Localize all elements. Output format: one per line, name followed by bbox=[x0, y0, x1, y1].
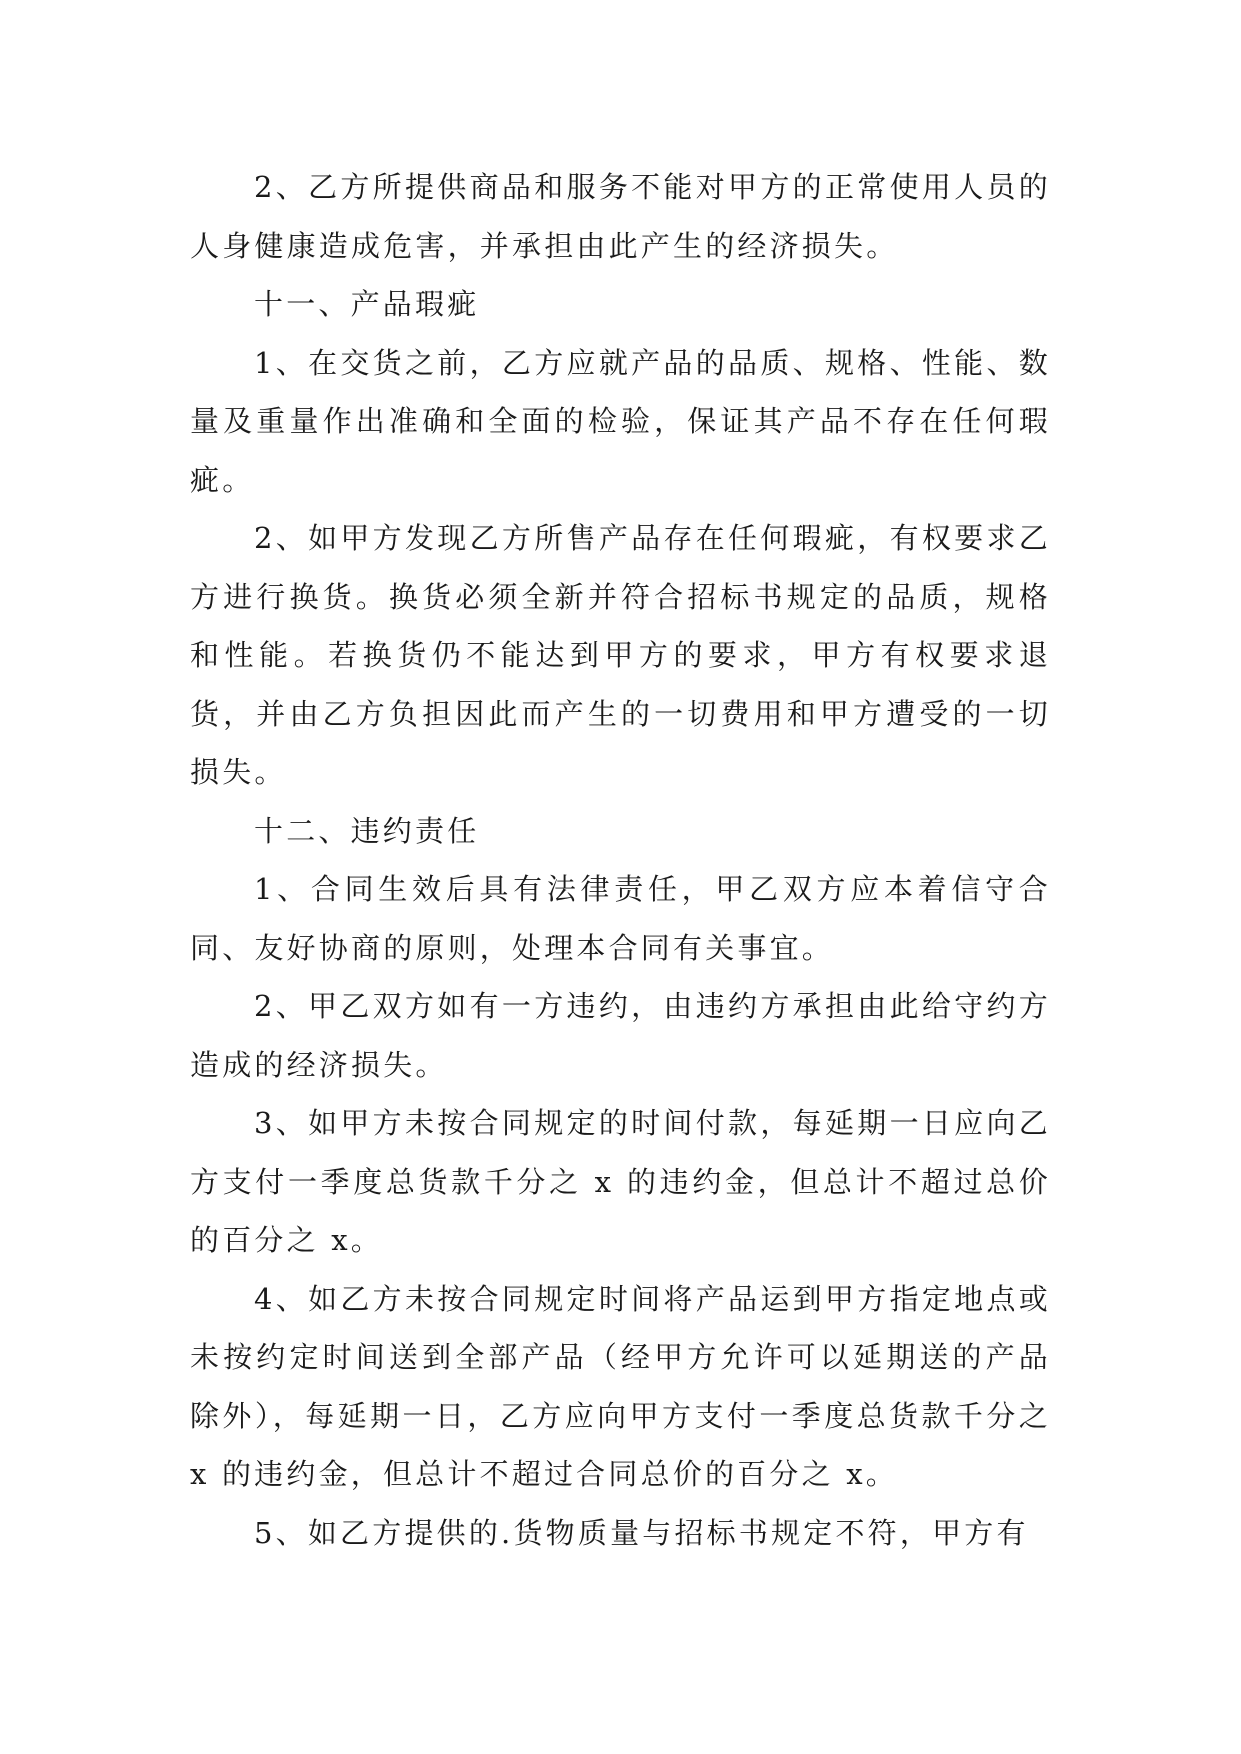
paragraph-clause-11-1: 1、在交货之前，乙方应就产品的品质、规格、性能、数量及重量作出准确和全面的检验，保证其产品不存在任何瑕疵。 bbox=[190, 345, 1051, 497]
paragraph-clause-11-2: 2、如甲方发现乙方所售产品存在任何瑕疵，有权要求乙方进行换货。换货必须全新并符合招标书规定的品质，规格和性能。若换货仍不能达到甲方的要求，甲方有权要求退货，并由乙方负担因此而产生的一切费用和甲方遭受的一切损失。 bbox=[190, 521, 1051, 789]
section-heading-12: 十二、违约责任 bbox=[254, 813, 480, 848]
paragraph-clause-12-1: 1、合同生效后具有法律责任，甲乙双方应本着信守合同、友好协商的原则，处理本合同有关事宜。 bbox=[190, 872, 1051, 965]
paragraph-clause-12-5: 5、如乙方提供的.货物质量与招标书规定不符，甲方有 bbox=[254, 1515, 1029, 1550]
section-heading-11: 十一、产品瑕疵 bbox=[254, 287, 480, 321]
document-body bbox=[190, 158, 1051, 1562]
paragraph-clause-12-2: 2、甲乙双方如有一方违约，由违约方承担由此给守约方造成的经济损失。 bbox=[190, 989, 1051, 1082]
paragraph-clause-12-3: 3、如甲方未按合同规定的时间付款，每延期一日应向乙方支付一季度总货款千分之 x 的违约金，但总计不超过总价的百分之 x。 bbox=[190, 1106, 1051, 1257]
paragraph-clause-12-4: 4、如乙方未按合同规定时间将产品运到甲方指定地点或未按约定时间送到全部产品（经甲方允许可以延期送的产品除外），每延期一日，乙方应向甲方支付一季度总货款千分之 x 的违约金，但总计不超过合同总价的百分之 x。 bbox=[190, 1281, 1051, 1491]
paragraph-clause-10-2: 2、乙方所提供商品和服务不能对甲方的正常使用人员的人身健康造成危害，并承担由此产生的经济损失。 bbox=[190, 170, 1051, 263]
